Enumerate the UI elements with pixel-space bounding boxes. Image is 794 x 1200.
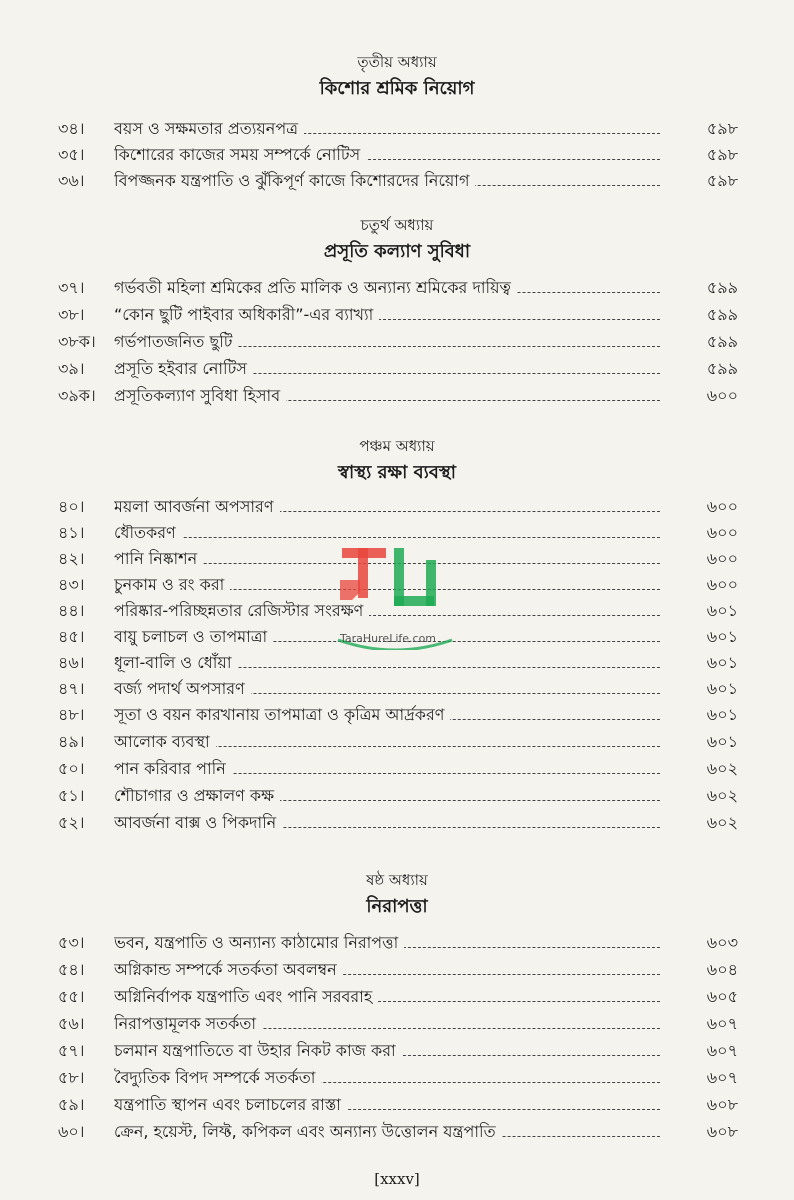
entry-number: ৩৮ক। <box>58 332 96 351</box>
toc-entry <box>58 1038 738 1064</box>
entry-page: ৬০০ <box>706 575 738 594</box>
chapter-heading <box>0 215 794 265</box>
toc-entry <box>58 1092 738 1118</box>
entry-number: ৫১। <box>58 786 85 805</box>
toc-entry <box>58 356 738 382</box>
entry-page: ৬০১ <box>706 627 738 646</box>
toc-entry <box>58 984 738 1010</box>
entry-title: প্রসূতি হইবার নোটিস <box>114 359 253 378</box>
entry-title: নিরাপত্তামূলক সতর্কতা <box>114 1014 262 1033</box>
chapter-title: ষষ্ঠ অধ্যায় <box>366 871 428 889</box>
entry-page: ৫৯৮ <box>706 171 738 190</box>
entry-number: ৫২। <box>58 813 85 832</box>
toc-entry <box>58 329 738 355</box>
entry-title: ধৌতকরণ <box>114 523 182 542</box>
chapter-title: চতুর্থ অধ্যায় <box>360 216 434 234</box>
entry-page: ৬০০ <box>706 497 738 516</box>
entry-page: ৬০১ <box>706 601 738 620</box>
watermark-text: TaraHureLife.com <box>340 632 437 645</box>
entry-number: ৪৩। <box>58 575 85 594</box>
entry-number: ৫৭। <box>58 1041 85 1060</box>
entry-number: ৫৩। <box>58 933 85 952</box>
entry-title: বৈদ্যুতিক বিপদ সম্পর্কে সতর্কতা <box>114 1068 321 1087</box>
entry-page: ৬০৪ <box>706 960 738 979</box>
entry-page: ৬০৭ <box>706 1041 738 1060</box>
entry-number: ৬০। <box>58 1122 85 1141</box>
entry-number: ৫৯। <box>58 1095 85 1114</box>
chapter-subtitle: স্বাস্থ্য রক্ষা ব্যবস্থা <box>338 462 456 483</box>
entry-page: ৬০০ <box>706 549 738 568</box>
entry-number: ৪৯। <box>58 732 85 751</box>
entry-page: ৬০০ <box>706 386 738 405</box>
entry-title: গর্ভবতী মহিলা শ্রমিকের প্রতি মালিক ও অন্যান্য শ্রমিকের দায়িত্ব <box>114 278 517 297</box>
entry-page: ৬০৭ <box>706 1014 738 1033</box>
entry-page: ৬০১ <box>706 653 738 672</box>
entry-page: ৬০৫ <box>706 987 738 1006</box>
toc-entry <box>58 168 738 194</box>
entry-title: অগ্নিকান্ড সম্পর্কে সতর্কতা অবলম্বন <box>114 960 343 979</box>
entry-page: ৬০২ <box>706 813 738 832</box>
entry-title: যন্ত্রপাতি স্থাপন এবং চলাচলের রাস্তা <box>114 1095 347 1114</box>
toc-entry <box>58 783 738 809</box>
entry-number: ৩৪। <box>58 119 85 138</box>
entry-number: ৪৭। <box>58 679 85 698</box>
entry-number: ৪৫। <box>58 627 85 646</box>
entry-number: ৪৪। <box>58 601 85 620</box>
toc-entry <box>58 275 738 301</box>
entry-page: ৬০৮ <box>706 1122 738 1141</box>
entry-number: ৩৯। <box>58 359 85 378</box>
entry-number: ৪৮। <box>58 705 85 724</box>
toc-entry <box>58 142 738 168</box>
toc-entry <box>58 116 738 142</box>
entry-number: ৪৬। <box>58 653 85 672</box>
page-number: [xxxv] <box>374 1170 420 1188</box>
entry-page: ৬০২ <box>706 759 738 778</box>
entry-title: পরিষ্কার-পরিচ্ছন্নতার রেজিস্টার সংরক্ষণ <box>114 601 369 620</box>
entry-page: ৫৯৮ <box>706 119 738 138</box>
entry-title: “কোন ছুটি পাইবার অধিকারী”-এর ব্যাখ্যা <box>114 305 379 324</box>
entry-title: বর্জ্য পদার্থ অপসারণ <box>114 679 251 698</box>
entry-number: ৫০। <box>58 759 85 778</box>
toc-entry <box>58 494 738 520</box>
entry-number: ৩৯ক। <box>58 386 96 405</box>
chapter-heading <box>0 870 794 920</box>
entry-title: অগ্নিনির্বাপক যন্ত্রপাতি এবং পানি সরবরাহ <box>114 987 378 1006</box>
entry-number: ৫৫। <box>58 987 85 1006</box>
entry-title: ময়লা আবর্জনা অপসারণ <box>114 497 280 516</box>
entry-page: ৫৯৯ <box>706 359 738 378</box>
entry-title: প্রসূতিকল্যাণ সুবিধা হিসাব <box>114 386 286 405</box>
entry-number: ৪১। <box>58 523 85 542</box>
entry-number: ৩৫। <box>58 145 85 164</box>
entry-title: চলমান যন্ত্রপাতিতে বা উহার নিকট কাজ করা <box>114 1041 402 1060</box>
entry-number: ৪২। <box>58 549 85 568</box>
entry-title: আলোক ব্যবস্থা <box>114 732 216 751</box>
toc-entry <box>58 702 738 728</box>
entry-title: আবর্জনা বাক্স ও পিকদানি <box>114 813 282 832</box>
entry-page: ৫৯৯ <box>706 305 738 324</box>
toc-entry <box>58 676 738 702</box>
entry-page: ৫৯৯ <box>706 332 738 351</box>
toc-entry <box>58 957 738 983</box>
toc-entry <box>58 756 738 782</box>
toc-entry <box>58 1011 738 1037</box>
entry-title: বিপজ্জনক যন্ত্রপাতি ও ঝুঁকিপূর্ণ কাজে কিশোরদের নিয়োগ <box>114 171 475 190</box>
entry-number: ৫৪। <box>58 960 85 979</box>
entry-page: ৬০১ <box>706 732 738 751</box>
entry-number: ৩৭। <box>58 278 85 297</box>
entry-page: ৬০৭ <box>706 1068 738 1087</box>
entry-number: ৫৬। <box>58 1014 85 1033</box>
entry-title: কিশোরের কাজের সময় সম্পর্কে নোটিস <box>114 145 366 164</box>
chapter-subtitle: কিশোর শ্রমিক নিয়োগ <box>319 78 475 99</box>
chapter-subtitle: প্রসূতি কল্যাণ সুবিধা <box>323 241 471 262</box>
entry-number: ৪০। <box>58 497 85 516</box>
entry-title: গর্ভপাতজনিত ছুটি <box>114 332 238 351</box>
entry-title: চুনকাম ও রং করা <box>114 575 230 594</box>
entry-number: ৫৮। <box>58 1068 85 1087</box>
entry-title: শৌচাগার ও প্রক্ষালণ কক্ষ <box>114 786 280 805</box>
entry-title: পান করিবার পানি <box>114 759 232 778</box>
entry-title: ধূলা-বালি ও ধোঁয়া <box>114 653 237 672</box>
chapter-heading <box>0 436 794 486</box>
toc-entry <box>58 729 738 755</box>
entry-number: ৩৮। <box>58 305 85 324</box>
entry-number: ৩৬। <box>58 171 85 190</box>
entry-title: ক্রেন, হয়েস্ট, লিফ্ট, কপিকল এবং অন্যান্য উত্তোলন যন্ত্রপাতি <box>114 1122 502 1141</box>
toc-entry <box>58 650 738 676</box>
toc-entry <box>58 810 738 836</box>
entry-page: ৬০২ <box>706 786 738 805</box>
chapter-heading <box>0 52 794 102</box>
entry-page: ৬০৩ <box>706 933 738 952</box>
entry-title: বায়ু চলাচল ও তাপমাত্রা <box>114 627 273 646</box>
entry-page: ৬০৮ <box>706 1095 738 1114</box>
entry-page: ৫৯৮ <box>706 145 738 164</box>
chapter-subtitle: নিরাপত্তা <box>366 896 428 917</box>
toc-entry <box>58 302 738 328</box>
entry-title: পানি নিষ্কাশন <box>114 549 203 568</box>
chapter-title: তৃতীয় অধ্যায় <box>357 53 437 71</box>
entry-title: বয়স ও সক্ষমতার প্রত্যয়নপত্র <box>114 119 304 138</box>
toc-entry <box>58 1065 738 1091</box>
entry-page: ৬০১ <box>706 705 738 724</box>
toc-entry <box>58 1119 738 1145</box>
entry-page: ৬০১ <box>706 679 738 698</box>
chapter-title: পঞ্চম অধ্যায় <box>359 437 435 455</box>
toc-entry <box>58 383 738 409</box>
entry-page: ৬০০ <box>706 523 738 542</box>
entry-page: ৫৯৯ <box>706 278 738 297</box>
entry-title: ভবন, যন্ত্রপাতি ও অন্যান্য কাঠামোর নিরাপত্তা <box>114 933 404 952</box>
entry-title: সূতা ও বয়ন কারখানায় তাপমাত্রা ও কৃত্রিম আর্দ্রকরণ <box>114 705 450 724</box>
toc-entry <box>58 930 738 956</box>
